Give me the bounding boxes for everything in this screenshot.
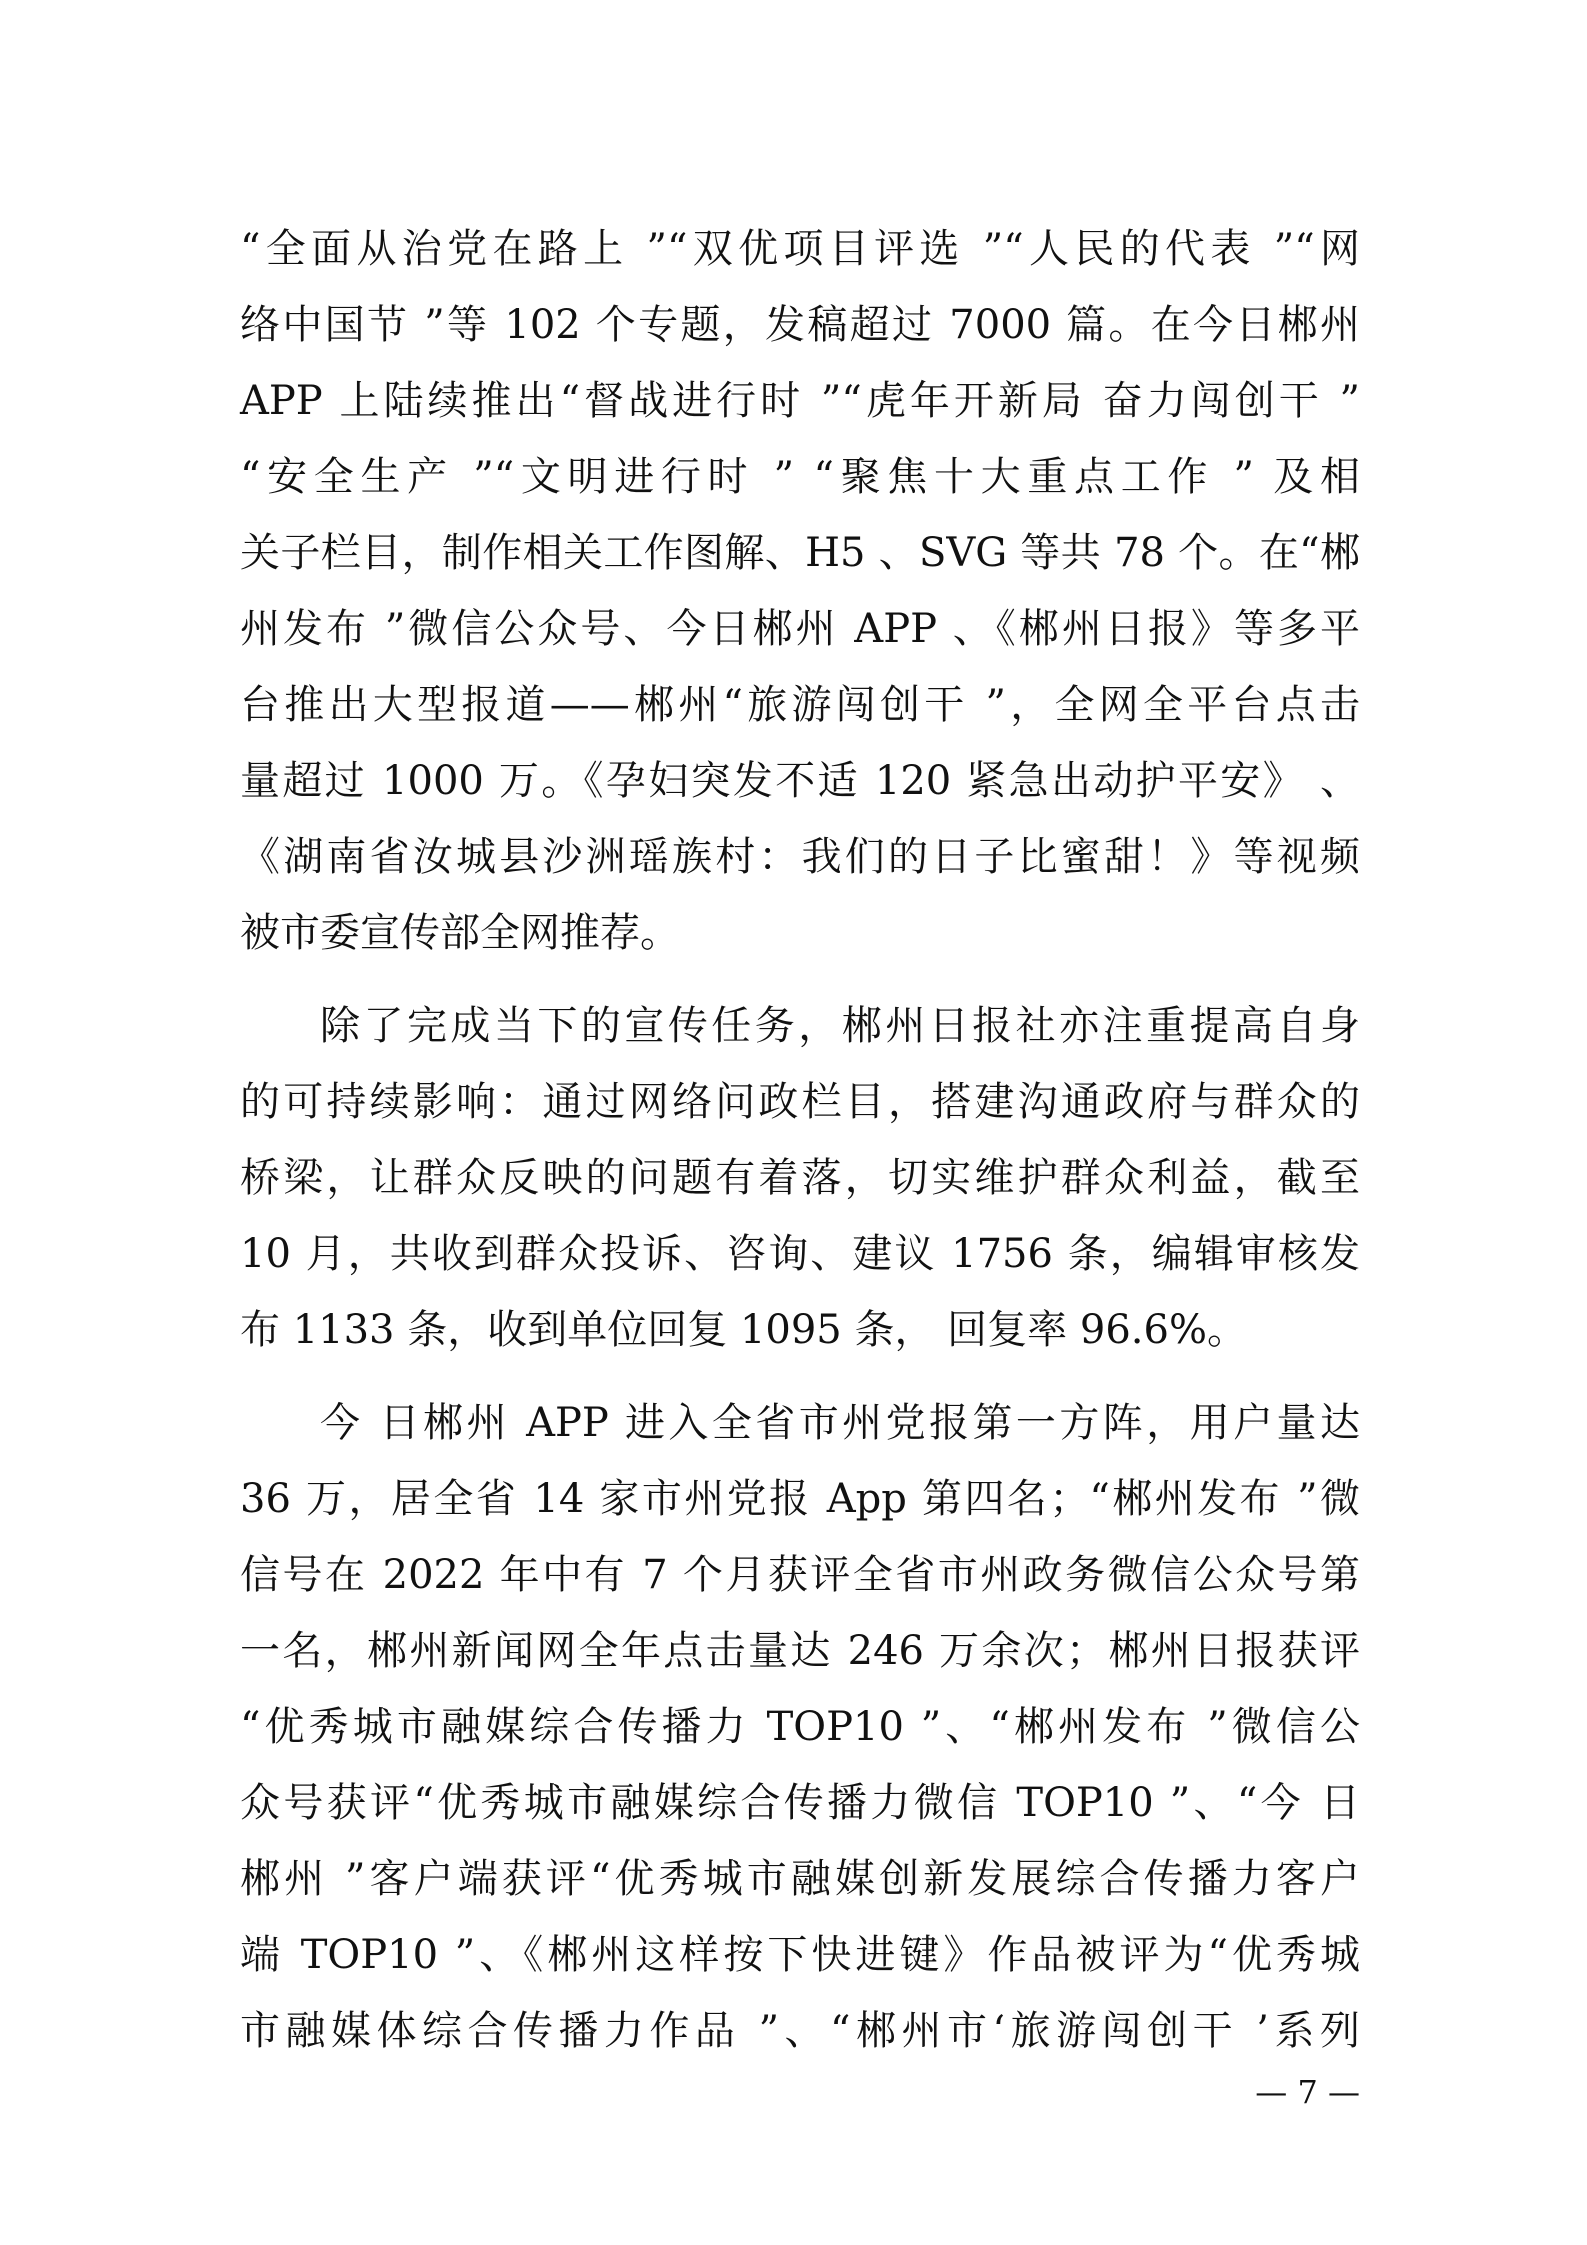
text-line: 桥梁，让群众反映的问题有着落，切实维护群众利益，截至 (240, 1155, 1360, 1201)
text-line: 除了完成当下的宣传任务，郴州日报社亦注重提高自身 (320, 1003, 1360, 1049)
text-line: 众号获评“优秀城市融媒综合传播力微信 TOP10 ”、“今 日 (240, 1780, 1360, 1826)
text-line: APP 上陆续推出“督战进行时 ”“虎年开新局 奋力闯创干 ” (240, 378, 1360, 424)
text-line: 36 万，居全省 14 家市州党报 App 第四名；“郴州发布 ”微 (240, 1476, 1360, 1522)
text-line: 的可持续影响：通过网络问政栏目，搭建沟通政府与群众的 (240, 1079, 1360, 1125)
text-line: “优秀城市融媒综合传播力 TOP10 ”、“郴州发布 ”微信公 (240, 1704, 1360, 1750)
text-line: 被市委宣传部全网推荐。 (240, 910, 680, 956)
text-line: 信号在 2022 年中有 7 个月获评全省市州政务微信公众号第 (240, 1552, 1360, 1598)
text-line: “全面从治党在路上 ”“双优项目评选 ”“人民的代表 ”“网 (240, 226, 1360, 272)
text-line: 台推出大型报道——郴州“旅游闯创干 ”，全网全平台点击 (240, 682, 1360, 728)
text-line: 端 TOP10 ”、《郴州这样按下快进键》作品被评为“优秀城 (240, 1932, 1360, 1978)
text-line: 市融媒体综合传播力作品 ”、“郴州市‘旅游闯创干 ’系列 (240, 2008, 1360, 2054)
text-line: 郴州 ”客户端获评“优秀城市融媒创新发展综合传播力客户 (240, 1856, 1360, 1902)
text-line: 《湖南省汝城县沙洲瑶族村：我们的日子比蜜甜！》等视频 (240, 834, 1360, 880)
text-line: 州发布 ”微信公众号、今日郴州 APP 、《郴州日报》等多平 (240, 606, 1360, 652)
text-line: 布 1133 条，收到单位回复 1095 条， 回复率 96.6%。 (240, 1307, 1247, 1353)
text-line: 关子栏目，制作相关工作图解、H5 、SVG 等共 78 个。在“郴 (240, 530, 1360, 576)
text-line: 量超过 1000 万。《孕妇突发不适 120 紧急出动护平安》 、 (240, 758, 1360, 804)
text-line: 10 月，共收到群众投诉、咨询、建议 1756 条，编辑审核发 (240, 1231, 1360, 1277)
text-line: 今 日郴州 APP 进入全省市州党报第一方阵，用户量达 (320, 1400, 1360, 1446)
text-line: 一名，郴州新闻网全年点击量达 246 万余次；郴州日报获评 (240, 1628, 1360, 1674)
text-line: 络中国节 ”等 102 个专题，发稿超过 7000 篇。在今日郴州 (240, 302, 1360, 348)
page-number: — 7 — (1255, 2073, 1360, 2111)
text-line: “安全生产 ”“文明进行时 ” “聚焦十大重点工作 ” 及相 (240, 454, 1360, 500)
